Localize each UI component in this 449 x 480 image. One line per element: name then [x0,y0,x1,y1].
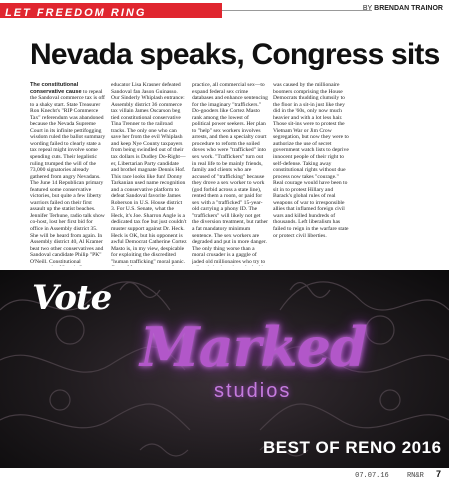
article-column-4 [273,82,349,266]
column-1-text: to repeal the Sandoval commerce tax is off to a shaky start. State Treasurer Ron Knecht's "RIP Commerce Tax" referendum was abandoned because the Nevada Supreme Court in its infinite pettifogging wisdom ruled the ballot summary wording failed to clearly state a tax repeal might involve some spending cuts. Their legalistic ruling trumped the will of the 73,000 signatories already gathered from angry Nevadans. The June 14 Republican primary featured some conservative victories, but quite a few liberty warriors failed on their first assault up the statist beaches. Jennifer Terhune, radio talk show co-host, lost her first bid for office in Assembly district 35. She will be heard from again. In Assembly district 40, Al Kramer beat two other conservatives and Sandoval candidate Philip "PK" O'Neill. Constitutional [30,88,106,265]
ad-brand-subtitle: studios [214,380,292,402]
publication-name: RN&R [406,472,424,480]
article-column-5 [354,82,430,266]
article-headline: Nevada speaks, Congress sits [30,38,440,71]
issue-date: 07.07.16 [355,472,389,480]
article-column-2 [111,82,187,266]
ad-vote-text: Vote [32,278,112,318]
article-column-3 [192,82,268,266]
byline-prefix: BY [362,5,373,12]
page-number: 7 [435,469,441,479]
ad-brand-logo: Marked [140,315,367,379]
byline-author: BRENDAN TRAINOR [374,5,443,12]
column-2-text: educator Lisa Krasner defeated Sandoval fan Jason Guinasso. Our Sinderly Whiplash entrance: Assembly district 36 commerce tax villain James Oscarson beg tied constitutional conservative Tina Trenner to the railroad tracks. The only one who can save her from the evil Whiplash and keep Nye County taxpayers from being swindled out of their tax dollars is Dudley Do-Right—er, Libertarian Party candidate and brothel magnate Dennis Hof. This race looks like fun! Donny Tarkanian used name recognition and a conservative platform to defeat Sandoval favorite James Roberson in U.S. House district 3. For U.S. Senate, what the Heck, it's Joe. Sharron Angle is a dedicated tax foe but just couldn't muster support against Dr. Heck. Heck is OK, but his opponent is awful Democrat Catherine Cortez Masto is, in my view, despicable for exploiting the discredited "human trafficking" moral panic. [111,82,187,265]
article-lead: The constitutional conservative cause [30,82,82,95]
column-4-text: was caused by the millionaire boomers comprising the House Democrats thudding clumsily to the floor in a sit-in just like they did in the '60s, only now much heavier and with a lot less hair. Those sit-ins were to protest the Vietnam War or Jim Crow segregation, but now they were to authorize the use of secret government watch lists to deprive innocent people of their right to self-defense. Taking away constitutional rights without due process now takes "courage." Real courage would have been to sit in to protest Hillary and Barack's global rules of real weapons of war to irresponsible allies that inflamed foreign civil wars and killed hundreds of thousands. Left liberalism has failed to reign in the warfare state or protect civil liberties. [273,82,349,239]
column-3-text: practice, all commercial sex—to expand federal sex crime databases and enhance sentencing for the imaginary "traffickers." Do-gooders like Cortez Masto rank among the lowest of political power seekers. Her plan to "help" sex workers involves arrests, and then a specialty court procedure to reform the soiled doves who were "trafficked" into sex work. "Traffickers" turn out in real life to be mainly friends, family and clients who are accused of "trafficking" because they drove a sex worker to work (god forbid across a state line), rented them a room, or paid for sex with a "trafficked" 15-year-old carrying a phony ID. The "traffickers" will likely not get the diversion treatment, but rather a fat mandatory minimum sentence. The sex workers are degraded and put in more danger. The only thing worse than a moral crusader is a gaggle of jaded old millionaires who try to [192,82,268,265]
page-footer [0,468,449,480]
header-rule [222,10,372,11]
section-title: LET FREEDOM RING [5,7,147,19]
section-header [0,0,449,22]
ad-tagline: BEST OF RENO 2016 [263,438,442,457]
footer-info [355,469,441,480]
byline [363,5,443,12]
article-column-1 [30,82,106,266]
article-body [30,82,430,266]
section-banner [0,3,222,18]
